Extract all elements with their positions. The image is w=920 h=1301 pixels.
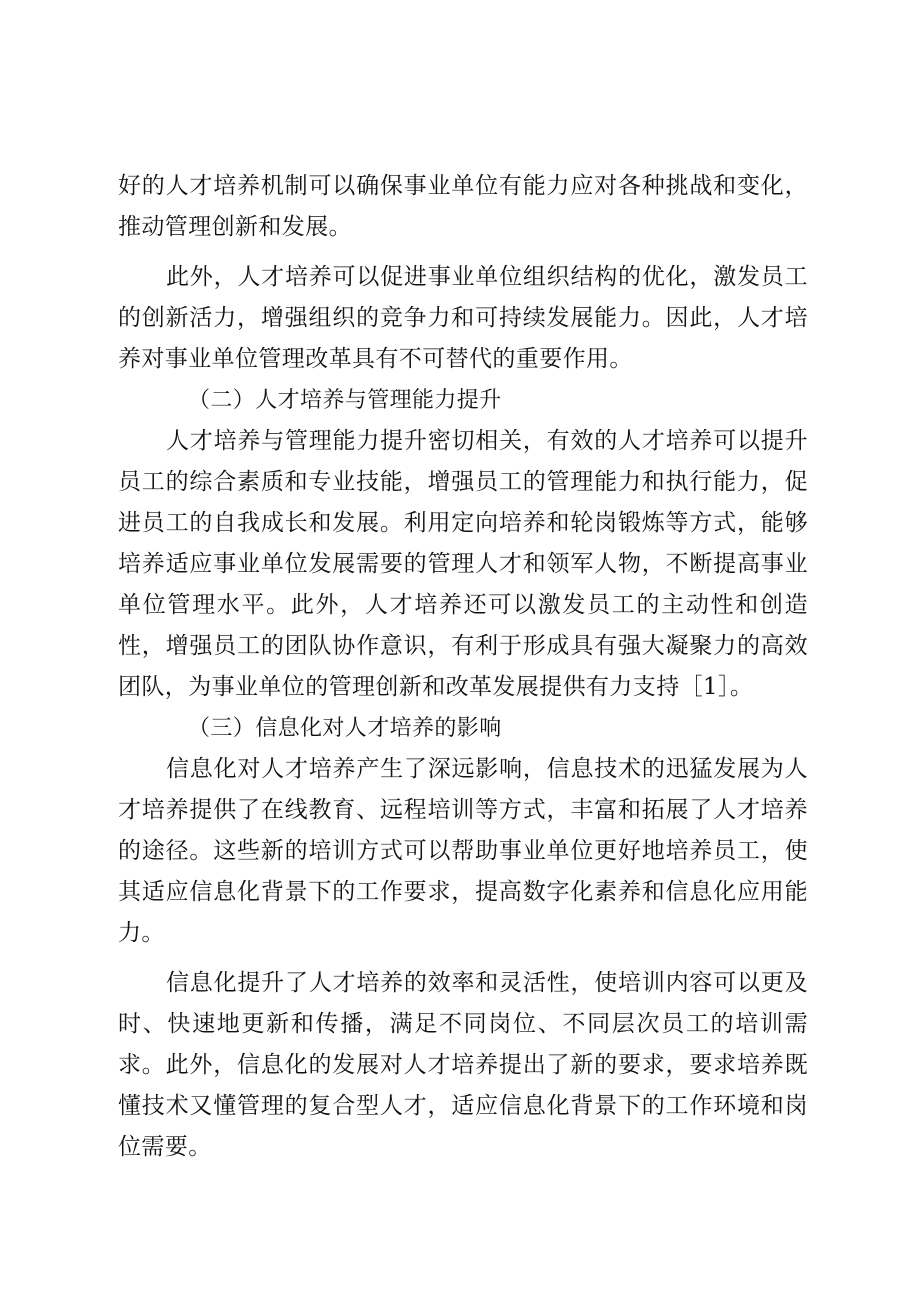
paragraph-body: 信息化提升了人才培养的效率和灵活性，使培训内容可以更及时、快速地更新和传播，满足不同岗位、不同层次员工的培训需求。此外，信息化的发展对人才培养提出了新的要求，要求培养既懂技术又懂管理的复合型人才，适应信息化背景下的工作环境和岗位需要。 [118,970,808,1160]
paragraph-body: 此外，人才培养可以促进事业单位组织结构的优化，激发员工的创新活力，增强组织的竞争力和可持续发展能力。因此，人才培养对事业单位管理改革具有不可替代的重要作用。 [118,264,808,372]
paragraph-body: 信息化对人才培养产生了深远影响，信息技术的迅猛发展为人才培养提供了在线教育、远程培训等方式，丰富和拓展了人才培养的途径。这些新的培训方式可以帮助事业单位更好地培养员工，使其适应信息化背景下的工作要求，提高数字化素养和信息化应用能力。 [118,756,808,946]
document-body [118,166,808,1168]
section-heading: （二）人才培养与管理能力提升 [188,388,502,413]
paragraph-continuation: 好的人才培养机制可以确保事业单位有能力应对各种挑战和变化，推动管理创新和发展。 [118,173,808,240]
paragraph-body: 人才培养与管理能力提升密切相关，有效的人才培养可以提升员工的综合素质和专业技能，增强员工的管理能力和执行能力，促进员工的自我成长和发展。利用定向培养和轮岗锻炼等方式，能够培养适应事业单位发展需要的管理人才和领军人物，不断提高事业单位管理水平。此外，人才培养还可以激发员工的主动性和创造性，增强员工的团队协作意识，有利于形成具有强大凝聚力的高效团队，为事业单位的管理创新和改革发展提供有力支持［1］。 [118,428,808,700]
section-heading: （三）信息化对人才培养的影响 [188,716,502,741]
